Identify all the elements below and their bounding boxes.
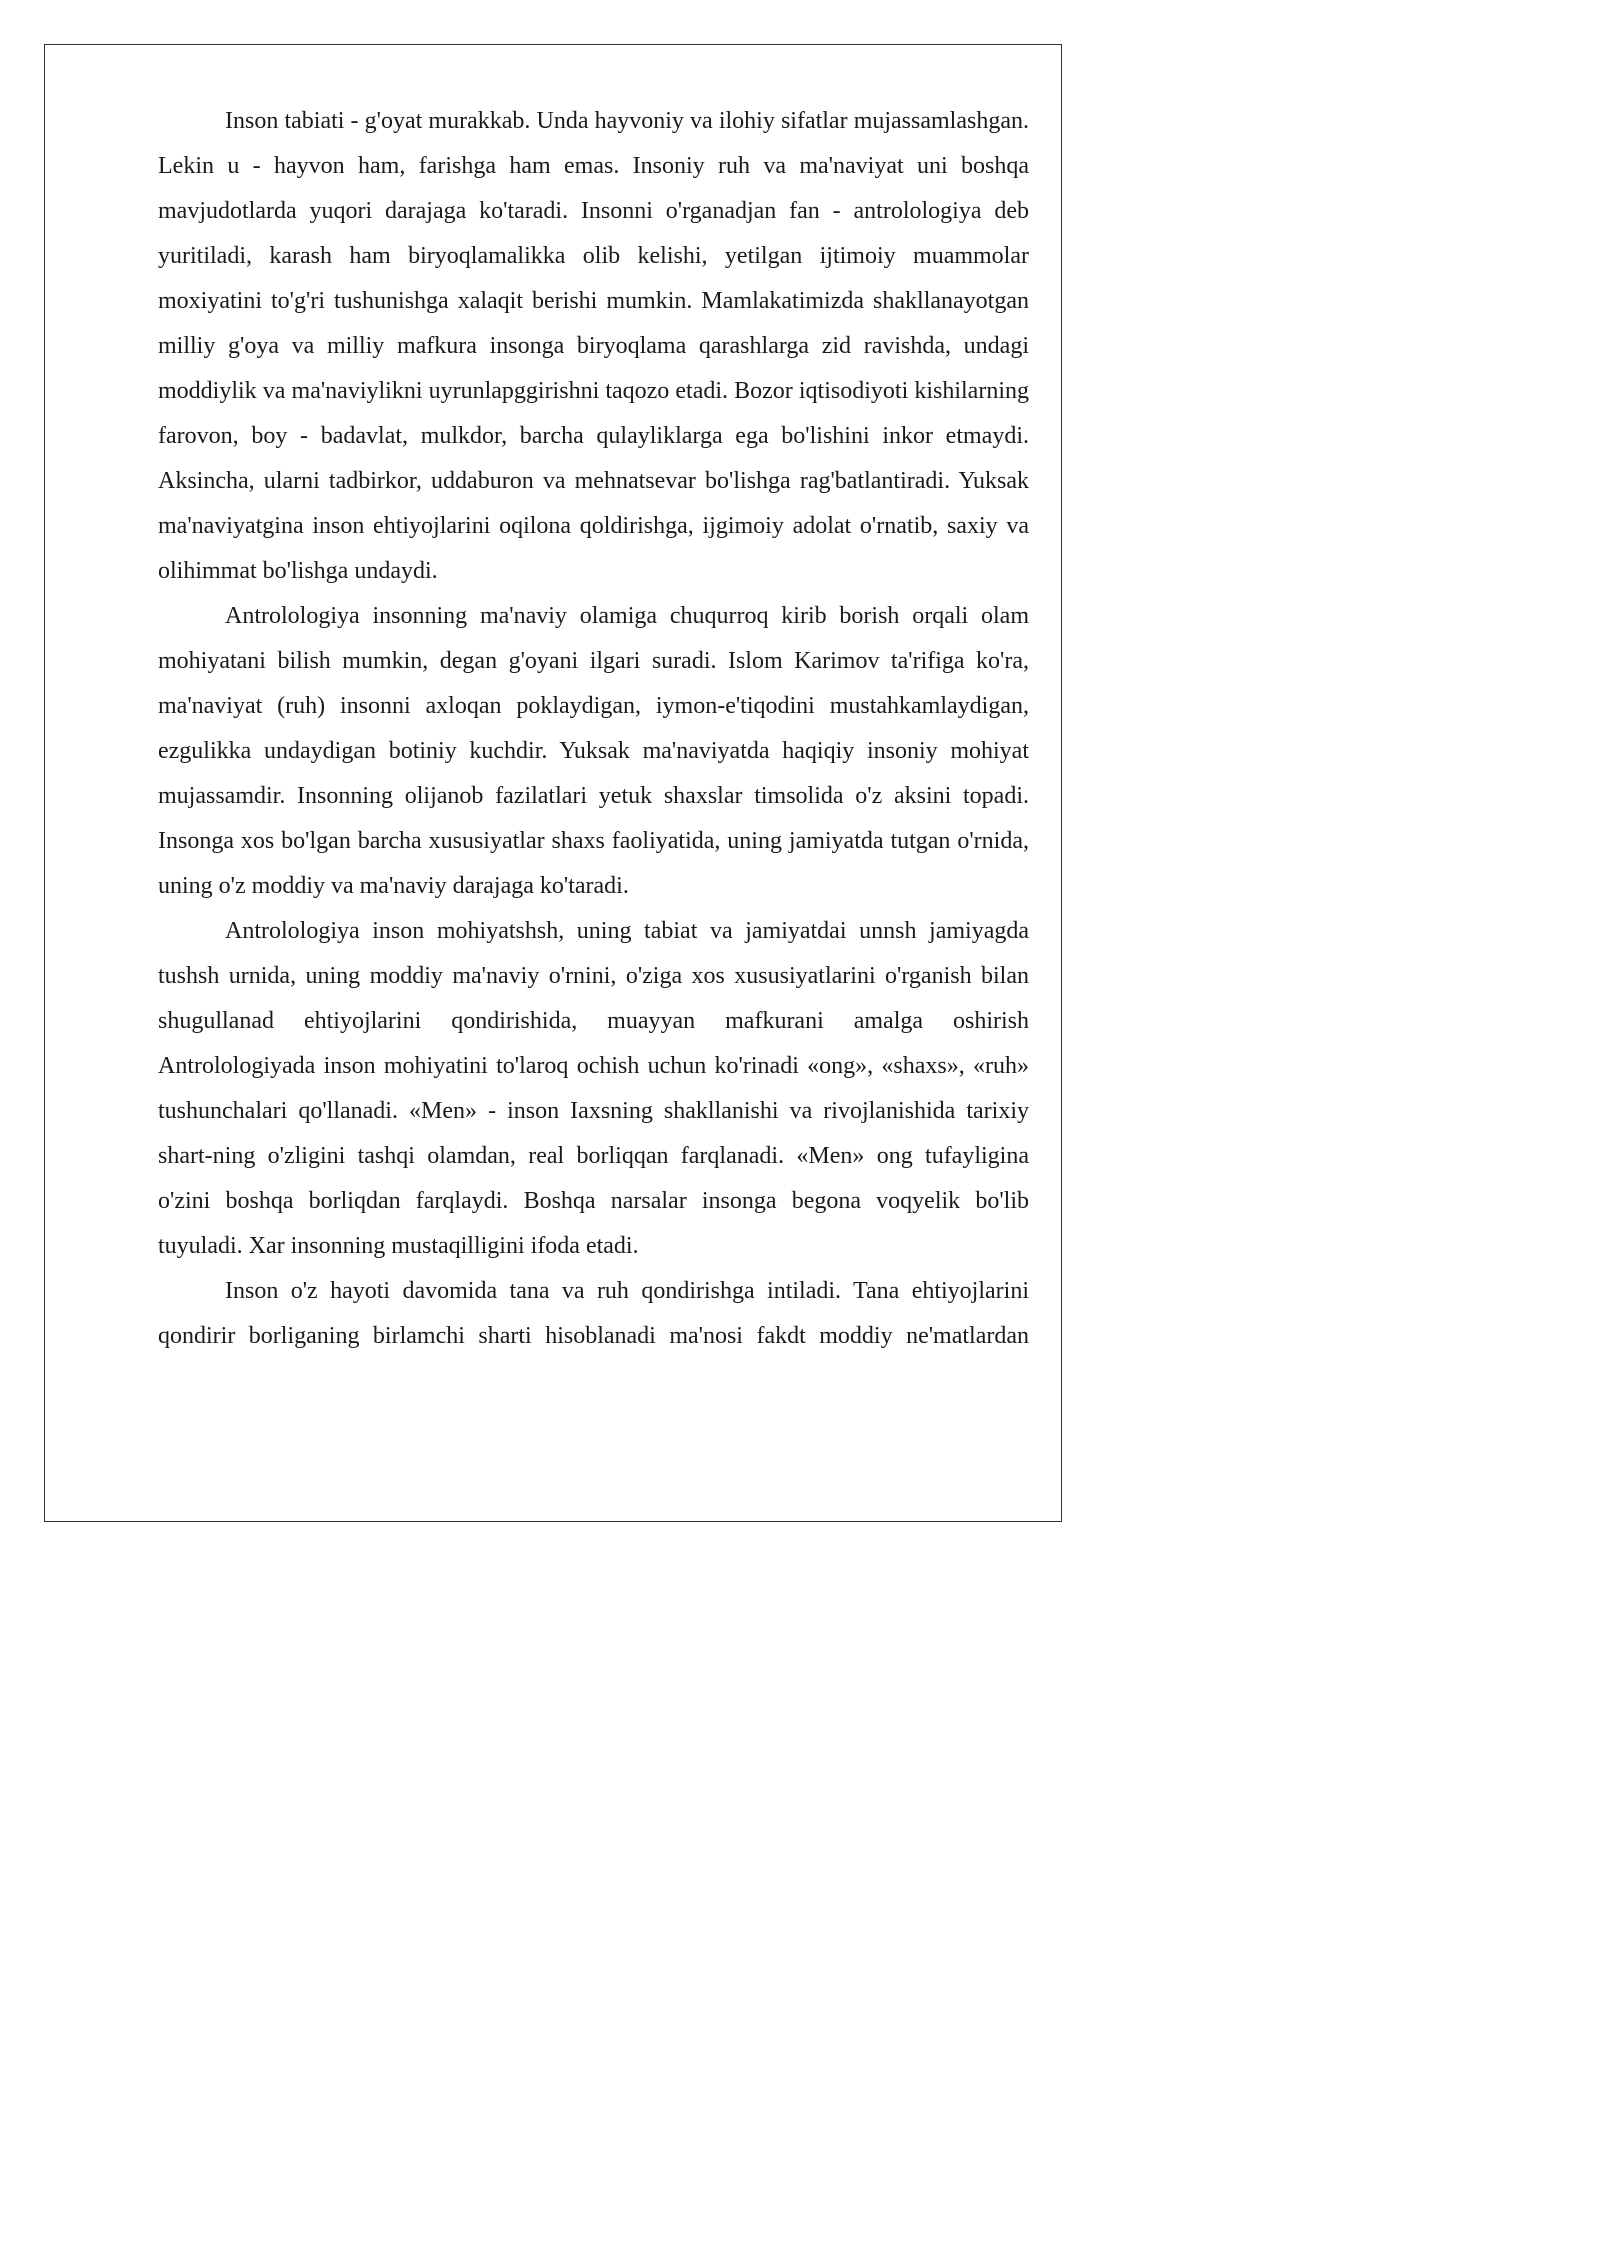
document-body [158, 99, 1029, 1359]
paragraph-1: Inson tabiati - g'oyat murakkab. Unda hayvoniy va ilohiy sifatlar mujassamlashgan. Lekin u - hayvon ham, farishga ham emas. Insoniy ruh va ma'naviyat uni boshqa mavjudotlarda yuqori darajaga ko'taradi. Insonni o'rganadjan fan - antrolologiya deb yuritiladi, karash ham biryoqlamalikka olib kelishi, yetilgan ijtimoiy muammolar moxiyatini to'g'ri tushunishga xalaqit berishi mumkin. Mamlakatimizda shakllanayotgan milliy g'oya va milliy mafkura insonga biryoqlama qarashlarga zid ravishda, undagi moddiylik va ma'naviylikni uyrunlapggirishni taqozo etadi. Bozor iqtisodiyoti kishilarning farovon, boy - badavlat, mulkdor, barcha qulayliklarga ega bo'lishini inkor etmaydi. Aksincha, ularni tadbirkor, uddaburon va mehnatsevar bo'lishga rag'batlantiradi. Yuksak ma'naviyatgina inson ehtiyojlarini oqilona qoldirishga, ijgimoiy adolat o'rnatib, saxiy va olihimmat bo'lishga undaydi. [158, 108, 1029, 584]
paragraph-3: Antrolologiya inson mohiyatshsh, uning tabiat va jamiyatdai unnsh jamiyagda tushsh urnida, uning moddiy ma'naviy o'rnini, o'ziga xos xususiyatlarini o'rganish bilan shugullanad ehtiyojlarini qondirishida, muayyan mafkurani amalga oshirish Antrolologiyada inson mohiyatini to'laroq ochish uchun ko'rinadi «ong», «shaxs», «ruh» tushunchalari qo'llanadi. «Men» - inson Iaxsning shakllanishi va rivojlanishida tarixiy shart-ning o'zligini tashqi olamdan, real borliqqan farqlanadi. «Men» ong tufayligina o'zini boshqa borliqdan farqlaydi. Boshqa narsalar insonga begona voqyelik bo'lib tuyuladi. Xar insonning mustaqilligini ifoda etadi. [158, 918, 1029, 1259]
paragraph-4: Inson o'z hayoti davomida tana va ruh qondirishga intiladi. Tana ehtiyojlarini qondirir borliganing birlamchi sharti hisoblanadi ma'nosi fakdt moddiy ne'matlardan [158, 1278, 1029, 1349]
paragraph-2: Antrolologiya insonning ma'naviy olamiga chuqurroq kirib borish orqali olam mohiyatani bilish mumkin, degan g'oyani ilgari suradi. Islom Karimov ta'rifiga ko'ra, ma'naviyat (ruh) insonni axloqan poklaydigan, iymon-e'tiqodini mustahkamlaydigan, ezgulikka undaydigan botiniy kuchdir. Yuksak ma'naviyatda haqiqiy insoniy mohiyat mujassamdir. Insonning olijanob fazilatlari yetuk shaxslar timsolida o'z aksini topadi. Insonga xos bo'lgan barcha xususiyatlar shaxs faoliyatida, uning jamiyatda tutgan o'rnida, uning o'z moddiy va ma'naviy darajaga ko'taradi. [158, 603, 1029, 899]
